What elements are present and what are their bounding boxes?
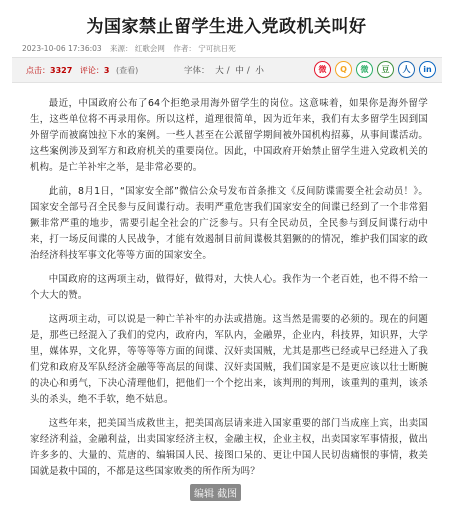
font-size-small[interactable]: 小 [255, 66, 264, 76]
douban-icon[interactable]: 豆 [377, 61, 394, 78]
article-paragraph: 这两项主动，可以说是一种亡羊补牢的办法或措施。这当然是需要的必须的。现在的问题是，那些已经混入了我们的党内，政府内，军队内，金融界，企业内，科技界，知识界，大学里，媒体界，文化界，等等等等方面的间谍、汉奸卖国贼，尤其是那些已经或早已经进入了我们党和政府及军队经济金融等等高层的间谍、汉奸卖国贼，我们国家是不是更应该以壮士断腕的决心和勇气，下决心清理他们，把他们一个个挖出来，该判刑的判刑，该重判的重判，该杀头的杀头，绝不手软，绝不姑息。 [30, 314, 428, 405]
font-size-medium[interactable]: 中 [235, 66, 244, 76]
font-size-label: 字体： [184, 66, 210, 76]
views-label: 点击： [26, 66, 50, 75]
publish-date: 2023-10-06 17:36:03 [22, 44, 102, 53]
source-label[interactable]: 来源： 红歌会网 [110, 44, 165, 53]
view-comments-link[interactable]: (查看) [116, 66, 139, 75]
article-paragraph: 最近，中国政府公布了64个拒绝录用海外留学生的岗位。这意味着，如果你是海外留学生，这些单位将不再录用你。所以这样，道理很简单，因为近年来，我们有太多留学生因到国外留学而被腐蚀拉下水的案例。一些人甚至在公派留学期间被外国机构招募，从事间谍活动。这些案例涉及到军方和政府机关的重要岗位。因此，中国政府开始禁止留学生进入党政机关的机构。是亡羊补牢之举，是非常必要的。 [30, 98, 428, 173]
article-meta [22, 43, 242, 54]
author-label: 作者： 宁可抗日死 [173, 44, 236, 53]
article-stats [26, 65, 138, 76]
font-size-large[interactable]: 大 [215, 66, 224, 76]
comments-count: 3 [103, 66, 110, 75]
views-count: 3327 [50, 66, 73, 75]
weibo-icon[interactable]: 微 [314, 61, 331, 78]
renren-icon[interactable]: 人 [398, 61, 415, 78]
article-paragraph: 中国政府的这两项主动，做得好，做得对，大快人心。我作为一个老百姓，也不得不给一个大大的赞。 [30, 274, 428, 301]
article-paragraph: 此前，8月1日，“国家安全部”微信公众号发布首条推文《反间防谍需要全社会动员！》。国家安全部号召全民参与反间谍行动。表明严重危害我们国家安全的间谍已经到了一个非常猖獗非常严重的地步，需要引起全社会的广泛参与。只有全民动员，全民参与到反间谍行动中来，打一场反间谍的人民战争，才能有效遏制目前间谍极其猖獗的的情况，维护我们国家的政治经济科技军事文化等等方面的国家安全。 [30, 186, 428, 261]
article-toolbar [12, 57, 442, 83]
article-body [30, 96, 428, 488]
screenshot-watermark: 编辑 截图 [190, 484, 241, 501]
article-paragraph: 这些年来，把美国当成救世主，把美国高层请来进入国家重要的部门当成座上宾，出卖国家经济利益，金融利益，出卖国家经济主权，金融主权，企业主权，出卖国家军事情报，做出许多多的、大量的、荒唐的、编辑国人民、接图口呆的、更让中国人民切齿痛恨的事情，救美国就是救中国的，不都是这些国家败类的所作所为吗？ [30, 418, 428, 477]
font-size-selector: 字体： 大 / 中 / 小 [184, 66, 264, 76]
share-bar [314, 61, 436, 78]
wechat-icon[interactable]: 微 [356, 61, 373, 78]
comments-label: 评论： [79, 66, 104, 75]
qzone-icon[interactable]: Q [335, 61, 352, 78]
linkedin-icon[interactable]: in [419, 61, 436, 78]
page-title: 为国家禁止留学生进入党政机关叫好 [86, 17, 367, 37]
